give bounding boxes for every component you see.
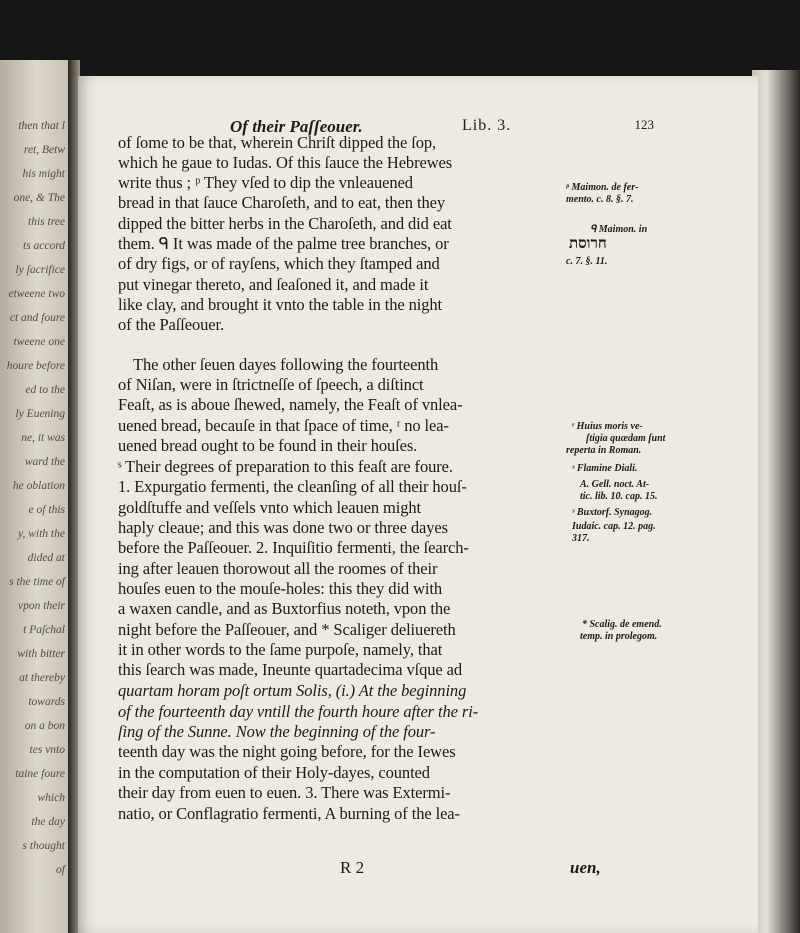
text-line: ſing of the Sunne. Now the beginning of the four-: [118, 722, 436, 741]
facing-page-line: ward the: [24, 456, 65, 468]
facing-page-line: e of this: [28, 504, 65, 516]
text-line: bread in that ſauce Charoſeth, and to eat, then they: [118, 193, 445, 212]
margin-note: ſtigia quædam ſunt: [586, 433, 666, 444]
facing-page-line: ed to the: [25, 384, 65, 396]
text-line: of the Paſſeouer.: [118, 315, 224, 334]
text-line: of Niſan, were in ſtrictneſſe of ſpeech, a diſtinct: [118, 375, 424, 394]
facing-page-line: ct and foure: [9, 312, 65, 324]
facing-page-line: towards: [28, 696, 65, 708]
margin-note: ˢ Buxtorf. Synagog.: [572, 507, 653, 518]
facing-page-line: ts accord: [22, 240, 65, 252]
text-line: natio, or Conflagratio fermenti, A burning of the lea-: [118, 804, 460, 823]
text-line: ˢ Their degrees of preparation to this feaſt are foure.: [118, 457, 453, 476]
text-line: The other ſeuen dayes following the fourteenth: [133, 355, 439, 374]
text-line: uened bread, becauſe in that ſpace of time, ʳ no lea-: [118, 416, 449, 435]
facing-page-line: which: [37, 792, 65, 804]
margin-note: tic. lib. 10. cap. 15.: [580, 491, 658, 502]
margin-note: c. 7. §. 11.: [566, 256, 608, 267]
text-line: write thus ; ᵖ They vſed to dip the vnleauened: [118, 173, 413, 192]
text-line: of ſome to be that, wherein Chriſt dipped the ſop,: [118, 133, 437, 152]
facing-page-line: this tree: [28, 216, 65, 228]
text-line: in the computation of their Holy-dayes, counted: [118, 763, 430, 782]
facing-page-line: of: [56, 864, 65, 876]
text-line: before the Paſſeouer. 2. Inquiſitio fermenti, the ſearch-: [118, 538, 469, 557]
facing-page-line: dided at: [27, 552, 65, 564]
margin-note: ʳ Huius moris ve-: [572, 421, 643, 432]
text-line: night before the Paſſeouer, and * Scaliger deliuereth: [118, 620, 456, 639]
facing-page-line: he oblation: [12, 480, 65, 492]
margin-note: חרוסת: [569, 236, 607, 252]
facing-page-line: tes vnto: [29, 744, 65, 756]
facing-page-line: ly Euening: [15, 408, 65, 420]
facing-page-line: with bitter: [17, 648, 65, 660]
facing-page-line: houre before: [6, 360, 65, 372]
running-head-title: Of their Paſſeouer.: [230, 117, 363, 136]
facing-page-line: ret, Betw: [23, 144, 65, 156]
facing-page-line: ly ſacrifice: [15, 264, 65, 276]
text-line: goldſtuffe and veſſels vnto which leauen might: [118, 498, 422, 517]
facing-page-line: t Paſchal: [23, 624, 65, 636]
text-line: of the fourteenth day vntill the fourth houre after the ri-: [118, 702, 479, 721]
margin-note: A. Gell. noct. At-: [580, 479, 650, 490]
running-head-book: Lib. 3.: [462, 117, 512, 134]
text-line: this ſearch was made, Ineunte quartadecima vſque ad: [118, 660, 463, 679]
catchword: uen,: [570, 858, 601, 877]
facing-page-line: at thereby: [19, 672, 65, 684]
margin-note: temp. in prolegom.: [580, 631, 658, 642]
margin-note: ᵖ Maimon. de fer-: [566, 182, 639, 193]
facing-page-line: s the time of: [9, 576, 65, 588]
facing-page-line: on a bon: [24, 720, 65, 732]
text-line: teenth day was the night going before, for the Iewes: [118, 742, 456, 761]
margin-note: mento. c. 8. §. 7.: [566, 194, 634, 205]
text-line: Feaſt, as is aboue ſhewed, namely, the Feaſt of vnlea-: [118, 395, 463, 414]
page-number: 123: [634, 117, 654, 132]
text-line: put vinegar thereto, and ſeaſoned it, and made it: [118, 275, 429, 294]
text-line: their day from euen to euen. 3. There was Extermi-: [118, 783, 451, 802]
text-line: dipped the bitter herbs in the Charoſeth, and did eat: [118, 214, 452, 233]
margin-note: ˢ Flamine Diali.: [572, 463, 638, 474]
text-line: it in other words to the ſame purpoſe, namely, that: [118, 640, 443, 659]
text-line: houſes euen to the mouſe-holes: this they did with: [118, 579, 443, 598]
facing-page-line: y, with the: [18, 528, 65, 540]
facing-page-line: one, & The: [13, 192, 65, 204]
text-line: quartam horam poſt ortum Solis, (i.) At the beginning: [118, 681, 467, 700]
text-line: of dry figs, or of rayſens, which they ſtamped and: [118, 254, 440, 273]
margin-note: * Scalig. de emend.: [582, 619, 662, 630]
text-line: which he gaue to Iudas. Of this ſauce the Hebrewes: [118, 153, 453, 172]
text-line: them. ᑫ It was made of the palme tree branches, or: [118, 234, 449, 253]
margin-note: ᑫ Maimon. in: [590, 224, 648, 235]
margin-note: Iudaic. cap. 12. pag.: [572, 521, 656, 532]
margin-note: reperta in Roman.: [566, 445, 642, 456]
page-edge: [752, 70, 800, 933]
text-line: 1. Expurgatio fermenti, the cleanſing of all their houſ-: [118, 477, 467, 496]
facing-page-line: then that l: [18, 120, 65, 132]
facing-page-line: vpon their: [18, 600, 65, 612]
signature-mark: R 2: [340, 858, 365, 877]
text-line: uened bread ought to be found in their houſes.: [118, 436, 418, 455]
facing-page-line: tweene one: [13, 336, 65, 348]
margin-note: 317.: [572, 533, 590, 544]
facing-page-line: taine foure: [15, 768, 65, 780]
facing-page-line: ne, it was: [21, 432, 65, 444]
facing-page-line: his might: [22, 168, 65, 180]
facing-page-line: s thought: [22, 840, 65, 852]
text-line: like clay, and brought it vnto the table in the night: [118, 295, 443, 314]
facing-page-line: the day: [31, 816, 65, 828]
text-line: haply cleaue; and this was done two or three dayes: [118, 518, 448, 537]
text-line: a waxen candle, and as Buxtorfius noteth, vpon the: [118, 599, 451, 618]
text-line: ing after leauen thorowout all the roomes of their: [118, 559, 438, 578]
facing-page-edge: [0, 60, 68, 933]
facing-page-line: etweene two: [8, 288, 65, 300]
